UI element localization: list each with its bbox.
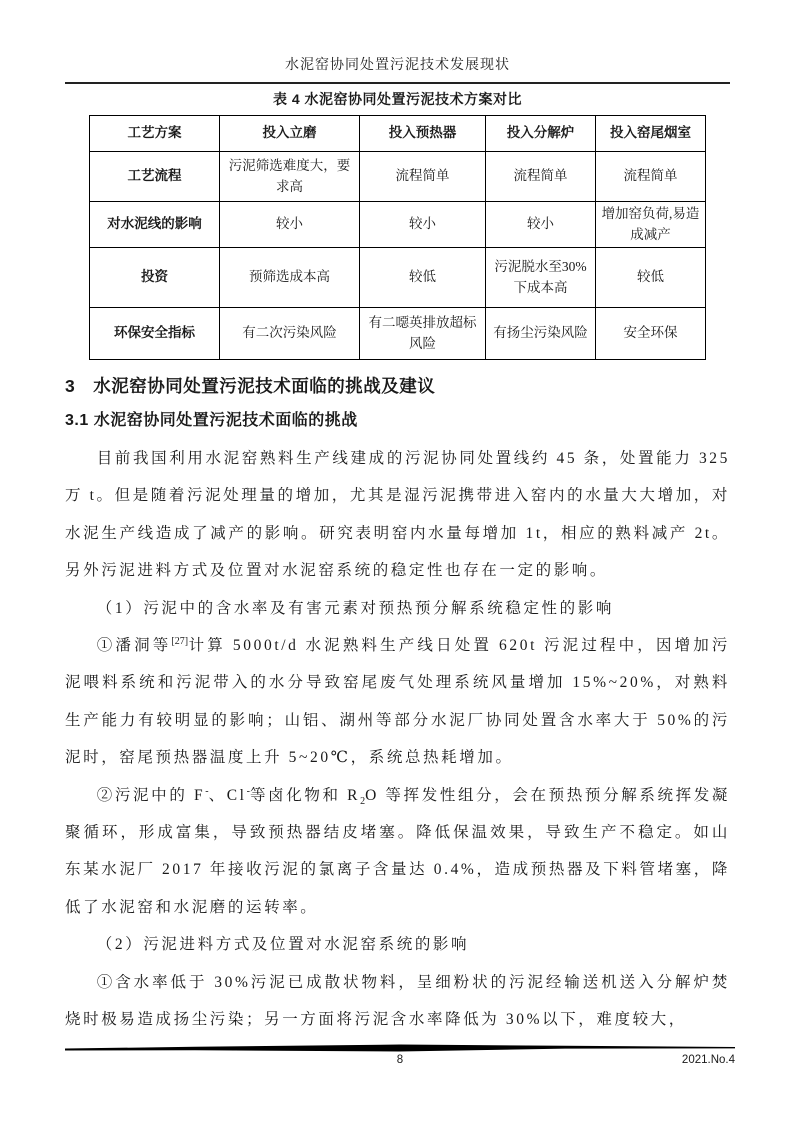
table-cell: 流程简单 (486, 152, 596, 202)
table-row (90, 248, 706, 308)
table-row (90, 202, 706, 248)
running-header-title: 水泥窑协同处置污泥技术发展现状 (285, 58, 510, 73)
ion-charge-superscript: - (246, 785, 250, 797)
column-header: 投入预热器 (360, 116, 486, 152)
table-cell: 较低 (360, 248, 486, 308)
header-rule (65, 82, 730, 84)
table-cell: 较小 (486, 202, 596, 248)
table-cell: 安全环保 (596, 308, 706, 360)
citation-superscript: [27] (171, 635, 189, 647)
row-label: 对水泥线的影响 (90, 202, 220, 248)
column-header: 工艺方案 (90, 116, 220, 152)
table-cell: 污泥脱水至30%下成本高 (486, 248, 596, 308)
section-heading: 3 水泥窑协同处置污泥技术面临的挑战及建议 (65, 376, 436, 396)
paragraph-text: ②污泥中的 F (96, 786, 206, 804)
column-header: 投入立磨 (220, 116, 360, 152)
paragraph (65, 964, 730, 1039)
row-label: 投资 (90, 248, 220, 308)
table-cell: 有二次污染风险 (220, 308, 360, 360)
page-footer (65, 1044, 735, 1070)
row-label: 工艺流程 (90, 152, 220, 202)
table-cell: 流程简单 (596, 152, 706, 202)
table-cell: 较低 (596, 248, 706, 308)
page-number: 8 (396, 1054, 404, 1066)
table-cell: 流程简单 (360, 152, 486, 202)
paragraph (65, 926, 730, 963)
column-header: 投入分解炉 (486, 116, 596, 152)
column-header: 投入窑尾烟室 (596, 116, 706, 152)
scheme-comparison-table (89, 115, 706, 360)
journal-issue: 2021.No.4 (681, 1054, 735, 1066)
page-content (65, 0, 730, 1039)
row-label: 环保安全指标 (90, 308, 220, 360)
table-cell: 增加窑负荷,易造成减产 (596, 202, 706, 248)
table-cell: 预筛选成本高 (220, 248, 360, 308)
paragraph-text: O 等挥发性组分，会在预热预分解系统挥发凝聚循环，形成富集，导致预热器结皮堵塞。降低保温效果，导致生产不稳定。如山东某水泥厂 2017 年接收污泥的氯离子含量达 0.4%，造成预热器及下料管堵塞，降低了水泥窑和水泥磨的运转率。 (65, 786, 731, 916)
paragraph (65, 440, 730, 590)
table-cell: 有扬尘污染风险 (486, 308, 596, 360)
paragraph-text: 计算 5000t/d 水泥熟料生产线日处置 620t 污泥过程中，因增加污泥喂料系统和污泥带入的水分导致窑尾废气处理系统风量增加 15%~20%，对熟料生产能力有较明显的影响；山铝、湖州等部分水泥厂协同处置含水率大于 50%的污泥时，窑尾预热器温度上升 5~20℃，系统总热耗增加。 (65, 637, 730, 767)
formula-subscript: 2 (360, 795, 366, 807)
table-row (90, 308, 706, 360)
table-cell: 较小 (220, 202, 360, 248)
paragraph-text: ①潘洞等 (96, 637, 172, 655)
table-cell: 有二噁英排放超标风险 (360, 308, 486, 360)
table-cell: 污泥筛选难度大，要求高 (220, 152, 360, 202)
paragraph-text: （1）污泥中的含水率及有害元素对预热预分解系统稳定性的影响 (96, 599, 614, 617)
footer-text-row (65, 1054, 735, 1070)
paragraph-text: 等卤化物和 R (249, 786, 361, 804)
paragraph-text: ①含水率低于 30%污泥已成散状物料，呈细粉状的污泥经输送机送入分解炉焚烧时极易造成扬尘污染；另一方面将污泥含水率降低为 30%以下，难度较大， (65, 973, 730, 1029)
table-cell: 较小 (360, 202, 486, 248)
footer-rule-bar (65, 1044, 735, 1052)
paragraph-text: 、Cl (208, 786, 247, 804)
paragraph (65, 777, 730, 927)
paragraph-text: （2）污泥进料方式及位置对水泥窑系统的影响 (96, 936, 470, 954)
table-header-row (90, 116, 706, 152)
subsection-heading: 3.1 水泥窑协同处置污泥技术面临的挑战 (65, 412, 358, 429)
paragraph (65, 590, 730, 627)
ion-charge-superscript: - (205, 785, 209, 797)
body-text (65, 440, 730, 1039)
paragraph-text: 目前我国利用水泥窑熟料生产线建成的污泥协同处置线约 45 条，处置能力 325 万 t。但是随着污泥处理量的增加，尤其是湿污泥携带进入窑内的水量大大增加，对水泥生产线造成了减产的影响。研究表明窑内水量每增加 1t，相应的熟料减产 2t。另外污泥进料方式及位置对水泥窑系统的稳定性也存在一定的影响。 (65, 450, 730, 580)
table-caption: 表 4 水泥窑协同处置污泥技术方案对比 (272, 91, 523, 107)
paragraph (65, 627, 730, 777)
table-row (90, 152, 706, 202)
